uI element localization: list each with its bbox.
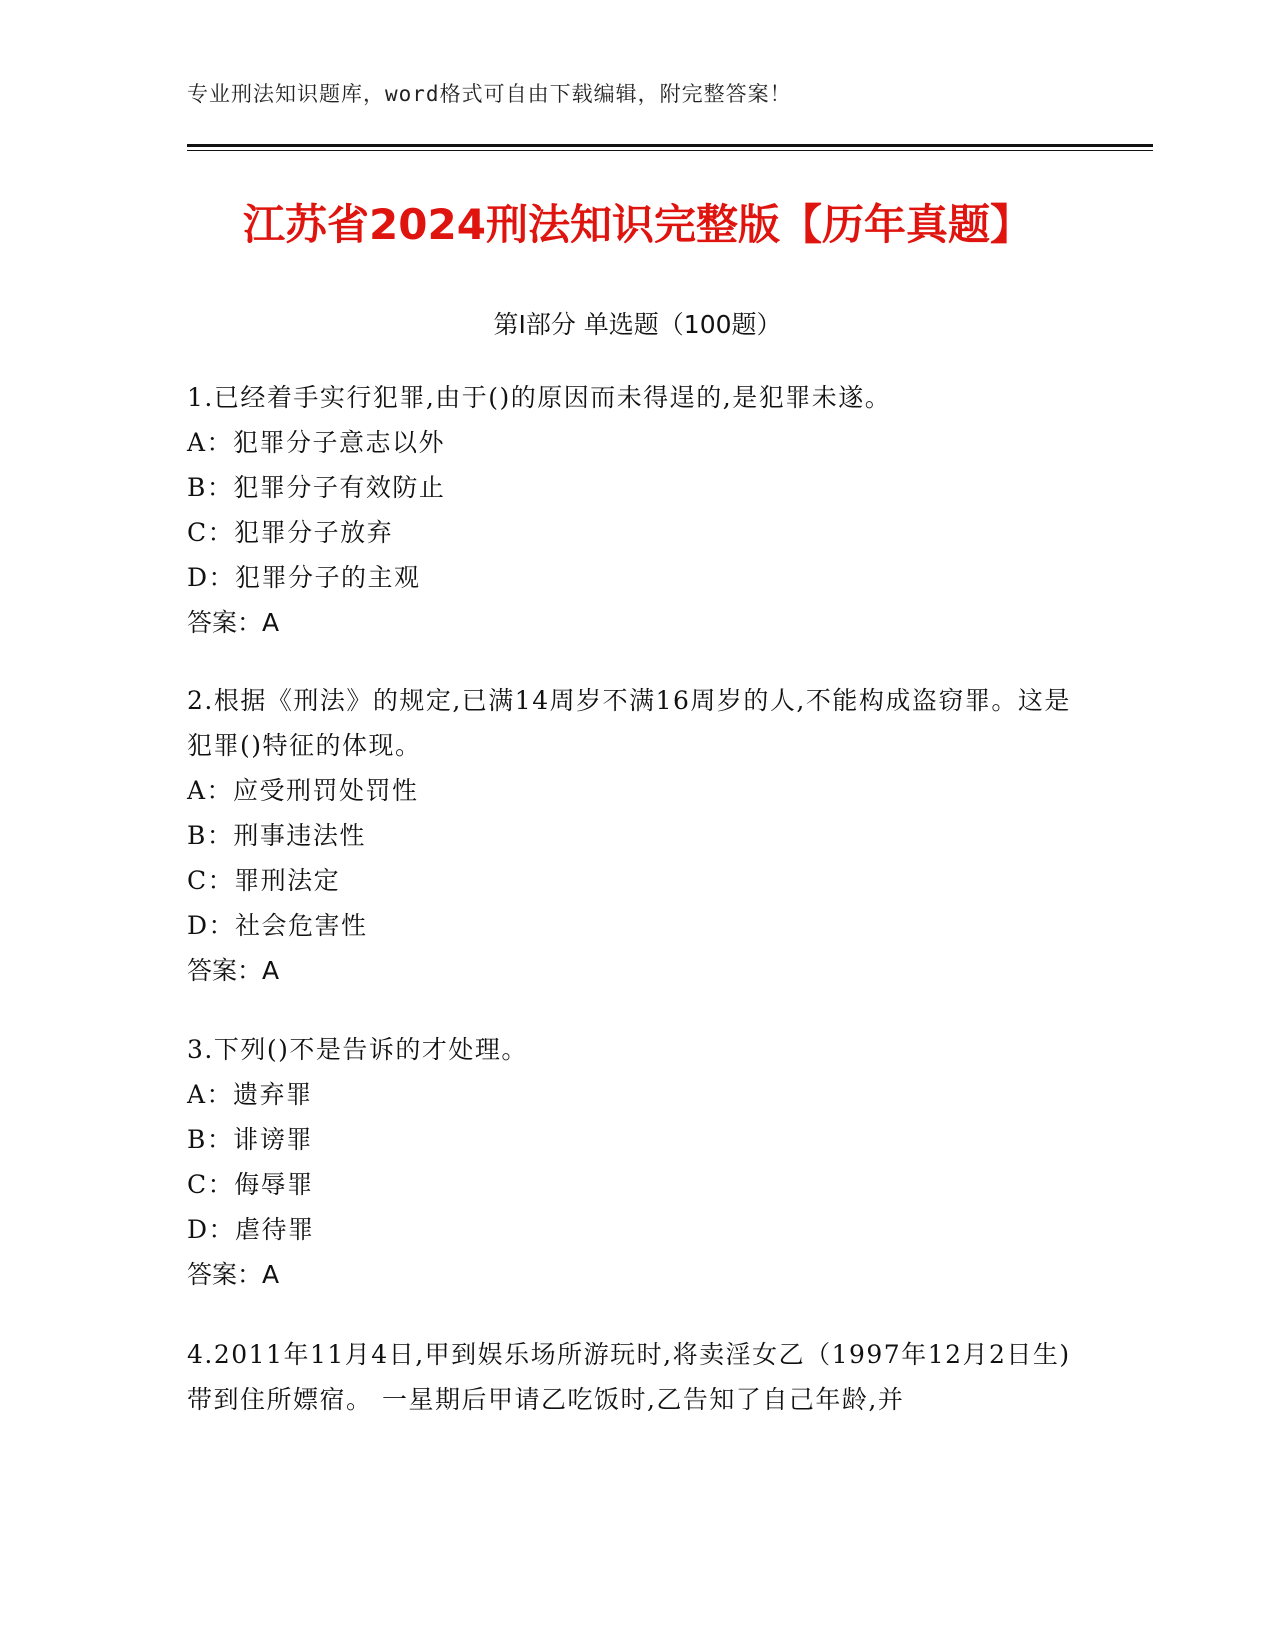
question-4 xyxy=(187,1332,1087,1422)
answer: 答案：A xyxy=(187,956,280,985)
question-stem: 4.2011年11月4日,甲到娱乐场所游玩时,将卖淫女乙（1997年12月2日生)带到住所嫖宿。 一星期后甲请乙吃饭时,乙告知了自己年龄,并 xyxy=(187,1340,1071,1414)
document-title: 江苏省2024刑法知识完整版【历年真题】 xyxy=(243,200,1032,249)
answer: 答案：A xyxy=(187,1260,280,1289)
option-a: A：应受刑罚处罚性 xyxy=(187,776,419,805)
option-d: D：犯罪分子的主观 xyxy=(187,563,421,592)
option-c: C：犯罪分子放弃 xyxy=(187,518,394,547)
option-a: A：犯罪分子意志以外 xyxy=(187,428,446,457)
header-note: 专业刑法知识题库，word格式可自由下载编辑，附完整答案！ xyxy=(187,82,792,106)
answer: 答案：A xyxy=(187,608,280,637)
header-divider-thin xyxy=(187,150,1153,151)
option-c: C：罪刑法定 xyxy=(187,866,341,895)
question-3 xyxy=(187,1027,1087,1297)
question-stem: 2.根据《刑法》的规定,已满14周岁不满16周岁的人,不能构成盗窃罪。这是犯罪()特征的体现。 xyxy=(187,686,1071,760)
section-heading: 第I部分 单选题（100题） xyxy=(493,310,782,339)
question-stem: 1.已经着手实行犯罪,由于()的原因而未得逞的,是犯罪未遂。 xyxy=(187,383,892,412)
header-divider-thick xyxy=(187,144,1153,147)
option-a: A：遗弃罪 xyxy=(187,1080,313,1109)
option-d: D：社会危害性 xyxy=(187,911,368,940)
option-d: D：虐待罪 xyxy=(187,1215,315,1244)
option-b: B：诽谤罪 xyxy=(187,1125,313,1154)
option-c: C：侮辱罪 xyxy=(187,1170,314,1199)
option-b: B：犯罪分子有效防止 xyxy=(187,473,446,502)
option-b: B：刑事违法性 xyxy=(187,821,366,850)
question-2 xyxy=(187,678,1087,993)
question-1 xyxy=(187,375,1087,645)
question-stem: 3.下列()不是告诉的才处理。 xyxy=(187,1035,528,1064)
